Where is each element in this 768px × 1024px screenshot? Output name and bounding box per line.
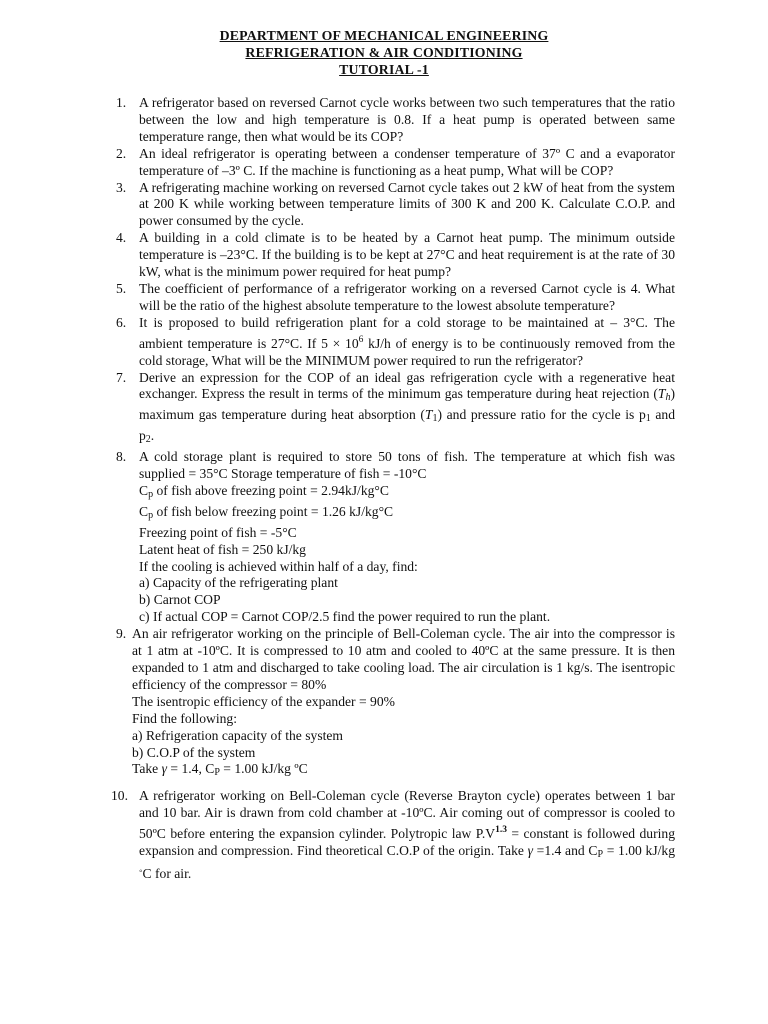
symbol-t: T: [424, 407, 433, 423]
subscript: h: [665, 392, 671, 404]
question-2: [116, 145, 675, 180]
gamma-symbol: γ: [527, 843, 533, 859]
question-list: [111, 95, 676, 883]
subscript: P: [214, 767, 220, 779]
question-7: [116, 369, 676, 450]
symbol-t: T: [657, 386, 666, 402]
question-number: 9.: [116, 626, 127, 642]
find-line: Find the following:: [132, 710, 237, 726]
question-text: A refrigerator based on reversed Carnot cycle works between two such temperatures that the ratio between the low and high temperature is 0.8. If a heat pump is operated between same temperature range, then what would be its COP?: [139, 95, 675, 144]
question-8: [116, 449, 675, 626]
text-segment: = 1.4, C: [166, 761, 215, 777]
question-text: A refrigerating machine working on reversed Carnot cycle takes out 2 kW of heat from the system at 200 K while working between temperature limits of 300 K and 200 K. Calculate C.O.P. and power consumed by the cycle.: [139, 179, 675, 229]
question-number: 1.: [116, 95, 127, 110]
subscript: P: [597, 849, 603, 861]
text-segment: A refrigerator working on Bell-Coleman cycle (Reverse Brayton cycle) operates between 1 bar and 10 bar. Air is drawn from cold chamber at -10ºC. Air coming out of compressor is cooled to 50ºC before entering the expansion cylinder. Polytropic law P.V: [139, 788, 675, 842]
document-header: [0, 27, 768, 78]
subscript: p: [148, 488, 154, 500]
question-text: [139, 370, 675, 450]
latent-heat-line: Latent heat of fish = 250 kJ/kg: [139, 541, 306, 557]
subscript: p: [148, 509, 154, 521]
subpart-b: b) C.O.P of the system: [132, 744, 256, 760]
symbol-c: C: [139, 503, 149, 519]
question-number: 2.: [116, 145, 127, 161]
subscript: 1: [432, 413, 438, 425]
question-text: The coefficient of performance of a refrigerator working on a reversed Carnot cycle is 4. What will be the ratio of the highest absolute temperature to the lowest absolute temperature?: [139, 280, 675, 313]
find-line: If the cooling is achieved within half of a day, find:: [139, 558, 418, 574]
cp-above-line: [139, 483, 675, 504]
question-number: 4.: [116, 230, 127, 246]
text-segment: .: [150, 428, 155, 444]
text-segment: = 1.00 kJ/kg ºC: [219, 761, 308, 777]
subpart-a: a) Capacity of the refrigerating plant: [139, 575, 338, 591]
text-segment: ) maximum gas temperature during heat absorption (: [139, 386, 675, 423]
gamma-symbol: γ: [161, 761, 167, 777]
subpart-c: c) If actual COP = Carnot COP/2.5 find the power required to run the plant.: [139, 609, 551, 625]
department-title: DEPARTMENT OF MECHANICAL ENGINEERING: [219, 28, 549, 43]
question-text: An air refrigerator working on the principle of Bell-Coleman cycle. The air into the compressor is at 1 atm at -10ºC. It is compressed to 10 atm and cooled to 40ºC at the same pressure. It is then expanded to 1 atm and discharged to take cooling load. The air circulation is 1 kg/s. The isentropic efficiency of the compressor = 80%: [132, 626, 675, 692]
subscript: 1: [645, 413, 651, 425]
text-segment: Take: [132, 761, 162, 777]
question-1: [116, 95, 675, 146]
take-line: [132, 761, 675, 782]
text-segment: It is proposed to build refrigeration plant for a cold storage to be maintained at – 3°C. The ambient temperature is 27°C. If 5 × 10: [139, 314, 675, 351]
subpart-b: b) Carnot COP: [139, 592, 221, 608]
question-5: [116, 280, 675, 315]
question-number: 6.: [116, 314, 127, 330]
exponent: 1.3: [495, 825, 507, 836]
exponent: 6: [358, 334, 364, 345]
question-text: An ideal refrigerator is operating between a condenser temperature of 37º C and a evaporator temperature of –3º C. If the machine is functioning as a heat pump, What will be COP?: [139, 145, 675, 178]
question-6: [116, 314, 675, 370]
question-3: [116, 179, 675, 231]
subpart-a: a) Refrigeration capacity of the system: [132, 727, 343, 743]
degree-symbol: ◦: [139, 865, 143, 877]
question-number: 8.: [116, 449, 127, 465]
question-number: 3.: [116, 179, 127, 195]
text-segment: kJ/h of energy is to be continuously removed from the cold storage, What will be the MINIMUM power required to run the refrigerator?: [139, 335, 675, 368]
text-segment: =1.4 and C: [532, 843, 598, 859]
tutorial-title: TUTORIAL -1: [339, 62, 429, 77]
text-segment: C for air.: [142, 865, 192, 881]
text-segment: Derive an expression for the COP of an ideal gas refrigeration cycle with a regenerative heat exchanger. Express the result in terms of the minimum gas temperature during heat rejection (: [139, 369, 675, 402]
subscript: 2: [145, 434, 151, 446]
question-number: 10.: [111, 788, 128, 804]
question-text: A building in a cold climate is to be heated by a Carnot heat pump. The minimum outside temperature is –23°C. If the building is to be kept at 27°C and heat requirement is at the rate of 30 kW, what is the minimum power required for heat pump?: [139, 230, 675, 280]
text-segment: of fish below freezing point = 1.26 kJ/kg°C: [153, 503, 394, 519]
question-number: 7.: [116, 369, 127, 385]
text-segment: and p: [139, 407, 676, 444]
text-segment: = 1.00 kJ/kg: [603, 843, 675, 859]
text-segment: ) and pressure ratio for the cycle is p: [437, 407, 646, 423]
question-text: [139, 788, 675, 883]
question-number: 5.: [116, 280, 127, 296]
text-segment: = constant is followed during expansion and compression. Find theoretical C.O.P of the origin. Take: [139, 826, 676, 859]
cp-below-line: [139, 504, 675, 525]
question-9: [116, 626, 675, 782]
question-4: [116, 230, 675, 281]
question-text: A cold storage plant is required to store 50 tons of fish. The temperature at which fish was supplied = 35°C Storage temperature of fish = -10°C: [139, 449, 675, 482]
question-text: [139, 315, 675, 370]
expander-efficiency-line: The isentropic efficiency of the expander = 90%: [132, 693, 395, 709]
symbol-c: C: [139, 482, 149, 498]
course-title: REFRIGERATION & AIR CONDITIONING: [245, 45, 523, 60]
question-10: [111, 788, 676, 883]
text-segment: of fish above freezing point = 2.94kJ/kg°C: [153, 482, 389, 498]
freezing-point-line: Freezing point of fish = -5°C: [139, 524, 297, 540]
